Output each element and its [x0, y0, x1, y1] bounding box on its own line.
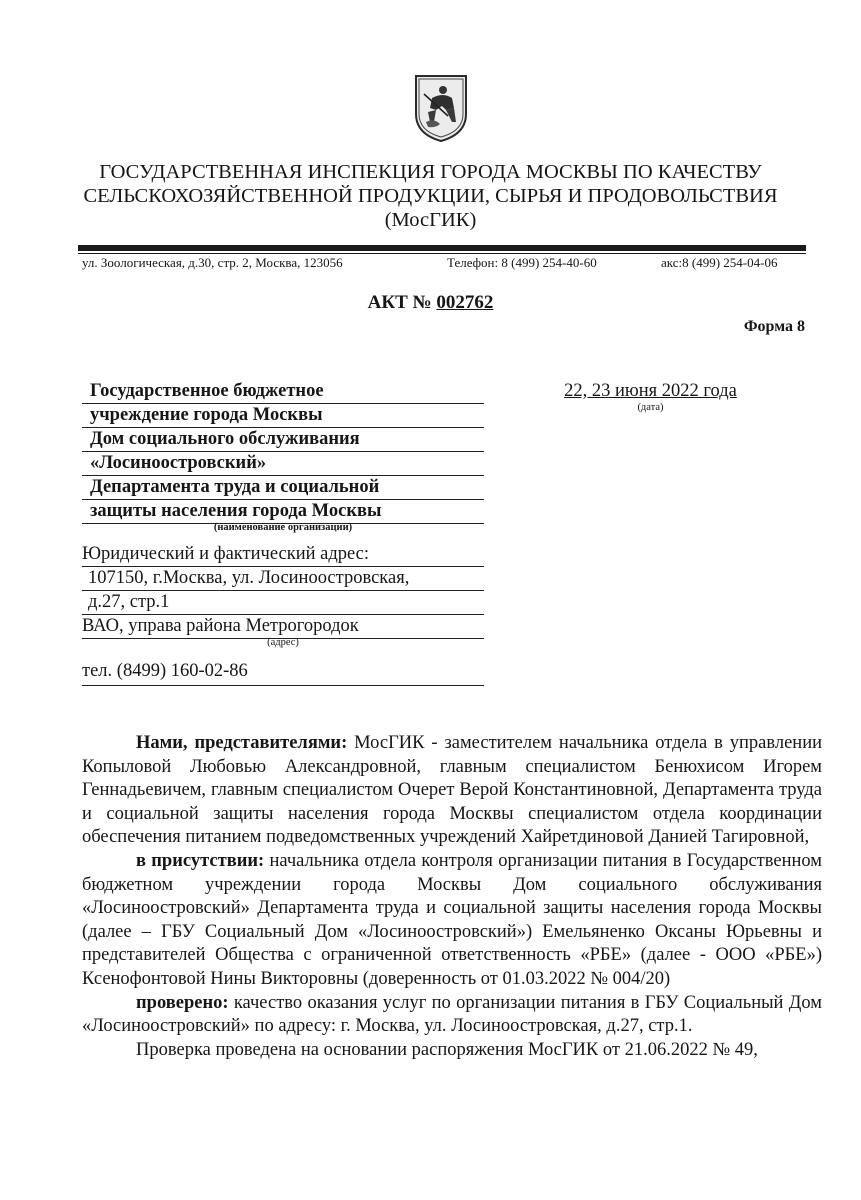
address-line: д.27, стр.1: [82, 591, 484, 615]
contact-fax: акс:8 (499) 254-04-06: [661, 255, 778, 270]
organization-title: [60, 160, 801, 232]
org-title-line-1: ГОСУДАРСТВЕННАЯ ИНСПЕКЦИЯ ГОРОДА МОСКВЫ ПО КАЧЕСТВУ: [99, 161, 762, 183]
paragraph-lead: Нами, представителями:: [136, 733, 348, 753]
organization-line: Департамента труда и социальной: [82, 476, 484, 500]
organization-line: «Лосиноостровский»: [82, 452, 484, 476]
org-title-line-2: СЕЛЬСКОХОЗЯЙСТВЕННОЙ ПРОДУКЦИИ, СЫРЬЯ И ПРОДОВОЛЬСТВИЯ: [83, 185, 778, 207]
paragraph-lead: проверено:: [136, 992, 229, 1013]
organization-name-block: [82, 380, 484, 533]
org-title-line-3: (МосГИК): [384, 209, 477, 231]
paragraph-text: МосГИК - заместителем начальника отдела в управлении Копыловой Любовью Александровной, главным специалистом Бенюхисом Игорем Геннадьевичем, главным специалистом Очерет Верой Константиновной, Департамента труда и социальной защиты населения города Москвы специалистом отдела координации обеспечения питанием подведомственных учреждений Хайретдиновой Данией Тагировной,: [82, 733, 822, 848]
address-line-text: ВАО, управа района Метрогородок: [82, 616, 359, 636]
form-label: Форма 8: [743, 318, 805, 335]
paragraph-lead: в присутствии:: [136, 850, 265, 871]
date-caption: (дата): [637, 402, 664, 413]
address-block: [82, 543, 484, 648]
organization-line-last: [82, 500, 484, 533]
address-line: 107150, г.Москва, ул. Лосиноостровская,: [82, 567, 484, 591]
paragraph-basis: Проверка проведена на основании распоряжения МосГИК от 21.06.2022 № 49,: [136, 1039, 758, 1060]
act-date: 22, 23 июня 2022 года: [564, 381, 737, 401]
date-block: [553, 380, 748, 413]
header-rule-thin: [78, 253, 806, 254]
paragraph-presence: [82, 850, 822, 992]
organization-caption: (наименование организации): [213, 522, 353, 533]
contact-phone: Телефон: 8 (499) 254-40-60: [447, 255, 597, 270]
act-title: [0, 292, 861, 314]
header-rule-thick: [78, 245, 806, 251]
organization-line-text: защиты населения города Москвы: [90, 501, 382, 521]
organization-line: учреждение города Москвы: [82, 404, 484, 428]
paragraph-checked: [82, 992, 822, 1039]
paragraph-text: качество оказания услуг по организации питания в ГБУ Социальный Дом «Лосиноостровский» по адресу: г. Москва, ул. Лосиноостровская, д.27, стр.1.: [82, 992, 822, 1037]
organization-line: Государственное бюджетное: [82, 380, 484, 404]
act-number: 002762: [436, 292, 494, 313]
act-body: [82, 732, 822, 1062]
organization-line: Дом социального обслуживания: [82, 428, 484, 452]
act-title-prefix: АКТ №: [367, 292, 437, 313]
address-line: Юридический и фактический адрес:: [82, 543, 484, 567]
address-caption: (адрес): [267, 637, 299, 648]
contact-address: ул. Зоологическая, д.30, стр. 2, Москва, 123056: [82, 255, 343, 270]
moscow-coat-of-arms-icon: [412, 72, 470, 144]
paragraph-text: начальника отдела контроля организации питания в Государственном бюджетном учреждении города Москвы Дом социального обслуживания «Лосиноостровский» Департамента труда и социальной защиты населения города Москвы (далее – ГБУ Социальный Дом «Лосиноостровский») Емельяненко Оксаны Юрьевны и представителей Общества с ограниченной ответственность «РБЕ» (далее - ООО «РБЕ») Ксенофонтовой Нины Викторовны (доверенность от 01.03.2022 № 004/20): [82, 850, 822, 989]
address-line-last: [82, 615, 484, 648]
organization-phone: тел. (8499) 160-02-86: [82, 660, 484, 686]
paragraph-representatives: [82, 732, 822, 850]
